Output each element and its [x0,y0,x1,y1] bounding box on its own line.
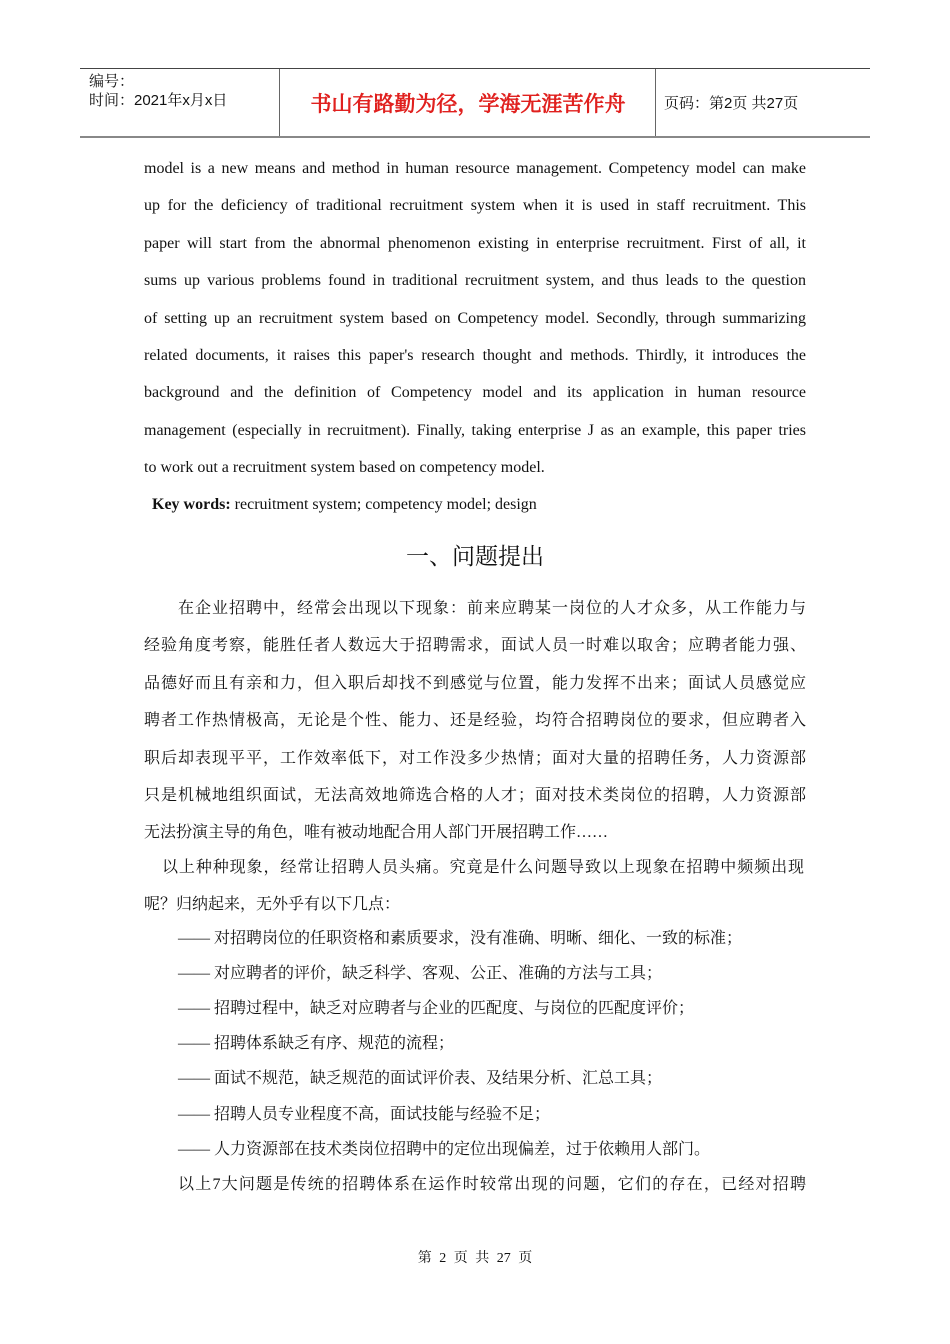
abstract-line: up for the deficiency of traditional recruitment system when it is used in staff recruitment. This [144,197,806,215]
paragraph-line: 以上种种现象，经常让招聘人员头痛。究竟是什么问题导致以上现象在招聘中频频出现 [162,859,804,876]
section-title: 一、问题提出 [406,544,544,570]
bullet-item: —— 对招聘岗位的任职资格和素质要求，没有准确、明晰、细化、一致的标准； [178,930,743,947]
bullet-item: —— 招聘体系缺乏有序、规范的流程； [178,1035,455,1053]
abstract-line: model is a new means and method in human resource management. Competency model can make [144,160,806,177]
abstract-line: background and the definition of Competency model and its application in human resource [144,384,806,402]
paragraph-line: 只是机械地组织面试，无法高效地筛选合格的人才；面对技术类岗位的招聘，人力资源部 [144,787,806,804]
abstract-line: paper will start from the abnormal phenomenon existing in enterprise recruitment. First of all, it [144,234,806,252]
bullet-item: —— 对应聘者的评价，缺乏科学、客观、公正、准确的方法与工具； [178,965,663,983]
number-label: 编号： [89,73,135,90]
header-page-info: 页码：第2页 共27页 [664,95,799,112]
paragraph-line: 在企业招聘中，经常会出现以下现象：前来应聘某一岗位的人才众多，从工作能力与 [178,600,806,617]
bullet-item: —— 面试不规范，缺乏规范的面试评价表、及结果分析、汇总工具； [178,1070,663,1088]
paragraph-line: 呢？归纳起来，无外乎有以下几点： [144,896,401,913]
abstract-line: related documents, it raises this paper's research thought and methods. Thirdly, it introduces the [144,347,806,364]
paragraph-line: 品德好而且有亲和力，但入职后却找不到感觉与位置，能力发挥不出来；面试人员感觉应 [144,674,806,692]
bullet-item: —— 招聘人员专业程度不高，面试技能与经验不足； [178,1105,551,1123]
paragraph-line: 无法扮演主导的角色，唯有被动地配合用人部门开展招聘工作…… [144,824,609,842]
header-motto: 书山有路勤为径，学海无涯苦作舟 [281,69,656,136]
paragraph-line: 经验角度考察，能胜任者人数远大于招聘需求，面试人员一时难以取舍；应聘者能力强、 [144,637,806,655]
bullet-item: —— 人力资源部在技术类岗位招聘中的定位出现偏差，过于依赖用人部门。 [178,1140,711,1158]
bullet-item: —— 招聘过程中，缺乏对应聘者与企业的匹配度、与岗位的匹配度评价； [178,1000,695,1018]
keywords-text: recruitment system; competency model; design [230,496,537,513]
abstract-line: management (especially in recruitment). Finally, taking enterprise J as an example, this paper tries [144,421,806,439]
abstract-line: to work out a recruitment system based on competency model. [144,459,545,477]
keywords [152,496,814,514]
paragraph-line: 以上7大问题是传统的招聘体系在运作时较常出现的问题，它们的存在，已经对招聘 [178,1176,806,1193]
header-table [80,68,870,138]
abstract-line: of setting up an recruitment system based on Competency model. Secondly, through summarizing [144,309,806,327]
paragraph-line: 职后却表现平平，工作效率低下，对工作没多少热情；面对大量的招聘任务，人力资源部 [144,749,806,767]
header-meta [80,69,280,136]
page-footer: 第 2 页 共 27 页 [417,1251,533,1266]
abstract-line: sums up various problems found in traditional recruitment system, and thus leads to the question [144,272,806,290]
keywords-label: Key words: [152,496,231,513]
date-label: 时间：2021年x月x日 [89,92,228,109]
paragraph-line: 聘者工作热情极高，无论是个性、能力、还是经验，均符合招聘岗位的要求，但应聘者入 [144,712,806,730]
